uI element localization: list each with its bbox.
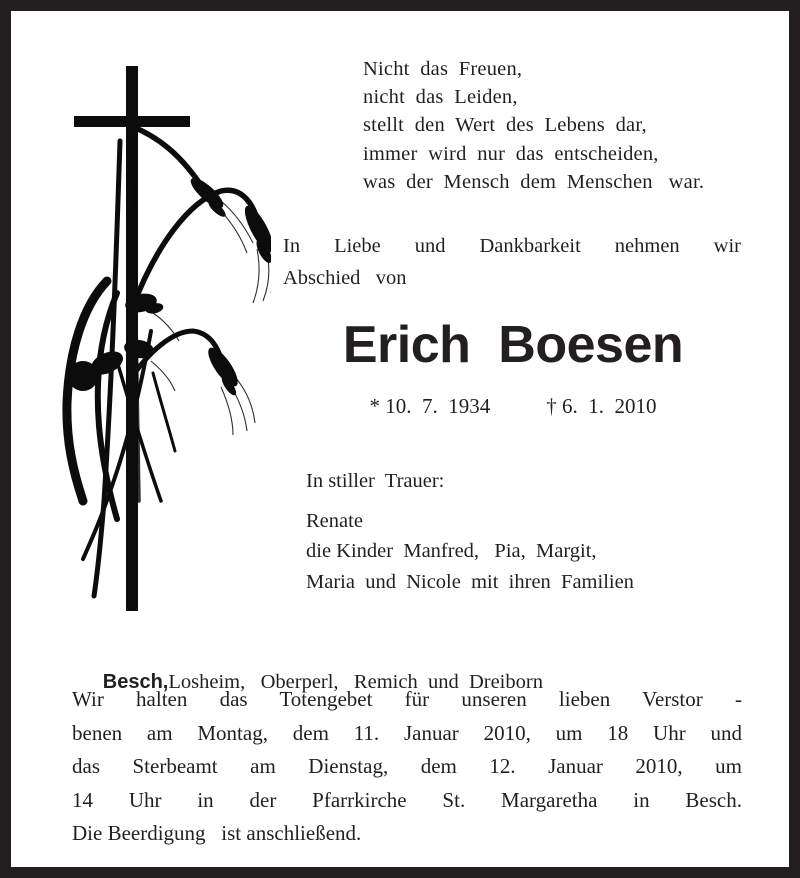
primary-town: Besch, bbox=[102, 671, 169, 693]
deceased-name: Erich Boesen bbox=[342, 316, 684, 374]
cross-dagger-icon: † bbox=[546, 394, 557, 418]
mourner-line-1: Renate bbox=[306, 509, 363, 532]
poem-line-3: stellt den Wert des Lebens dar, bbox=[363, 114, 647, 137]
death-date-value: 6. 1. 2010 bbox=[562, 394, 657, 418]
birth-date-value: 10. 7. 1934 bbox=[385, 394, 491, 418]
memorial-poem bbox=[363, 55, 763, 196]
other-places: Losheim, Oberperl, Remich und Dreiborn bbox=[168, 671, 543, 693]
details-line-4: 14 Uhr in der Pfarrkirche St. Margaretha in Besch. bbox=[72, 787, 742, 812]
details-line-5: Die Beerdigung ist anschließend. bbox=[72, 821, 362, 845]
mourners-heading: In stiller Trauer: bbox=[306, 470, 445, 492]
details-line-2: benen am Montag, dem 11. Januar 2010, um 18 Uhr und bbox=[72, 720, 742, 745]
mourner-line-2: die Kinder Manfred, Pia, Margit, bbox=[306, 540, 597, 562]
poem-line-4: immer wird nur das entscheiden, bbox=[363, 142, 659, 165]
poem-line-5: was der Mensch dem Menschen war. bbox=[363, 170, 705, 193]
birth-date bbox=[370, 392, 491, 420]
poem-line-1: Nicht das Freuen, bbox=[363, 58, 523, 80]
details-line-1: Wir halten das Totengebet für unseren lieben Verstor - bbox=[72, 687, 742, 711]
cross-with-grass-icon bbox=[21, 31, 271, 611]
poem-line-2: nicht das Leiden, bbox=[363, 86, 518, 109]
funeral-details bbox=[72, 683, 742, 851]
farewell-text bbox=[283, 230, 741, 294]
farewell-line-1: In Liebe und Dankbarkeit nehmen wir bbox=[283, 235, 741, 257]
notice-card bbox=[11, 11, 789, 867]
details-line-3: das Sterbeamt am Dienstag, dem 12. Januar 2010, um bbox=[72, 754, 742, 778]
farewell-line-2: Abschied von bbox=[283, 267, 407, 289]
mourners-block bbox=[306, 466, 746, 597]
death-date bbox=[546, 392, 656, 420]
birth-symbol-icon: * bbox=[369, 394, 380, 418]
life-dates bbox=[283, 392, 743, 420]
mourner-line-3: Maria und Nicole mit ihren Familien bbox=[306, 570, 634, 593]
